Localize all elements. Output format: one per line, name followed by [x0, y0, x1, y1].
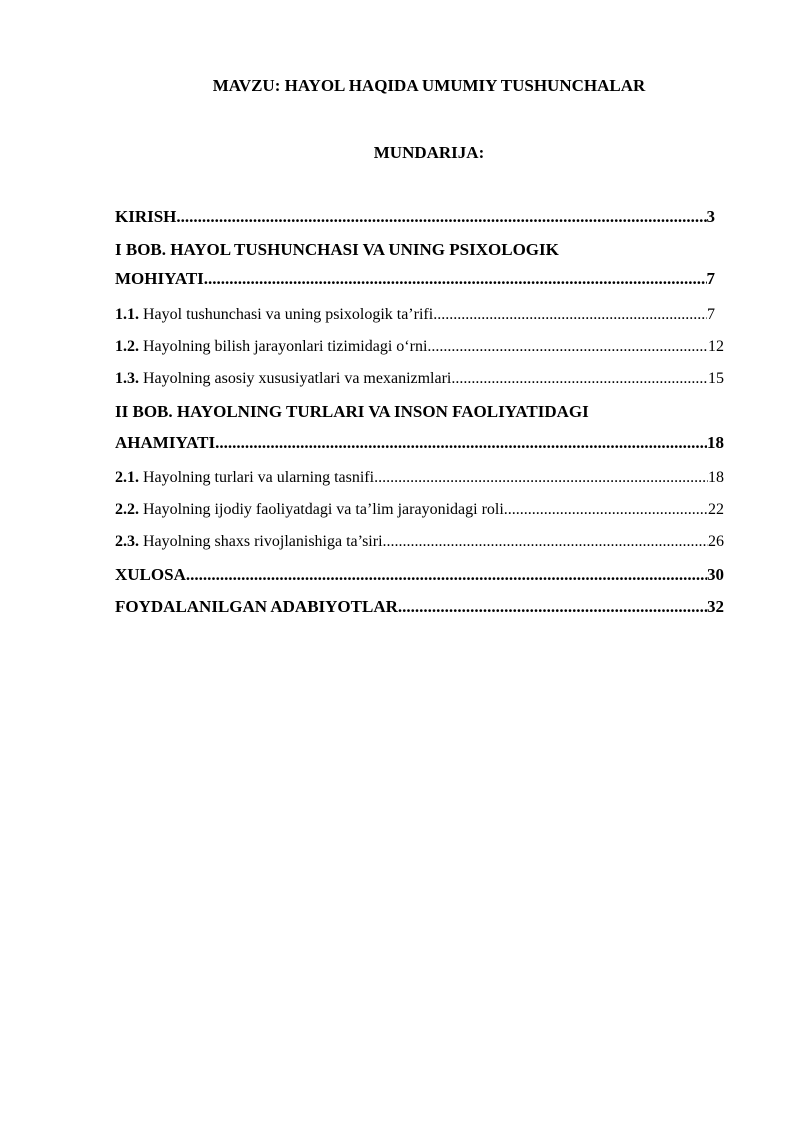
toc-section-number: 1.1. — [115, 306, 139, 323]
dot-leader — [398, 595, 707, 619]
toc-entry-chapter2[interactable] — [115, 431, 724, 455]
toc-entry-text: MOHIYATI — [115, 269, 204, 288]
toc-entry-text: FOYDALANILGAN ADABIYOTLAR — [115, 597, 398, 616]
dot-leader — [383, 530, 708, 554]
dot-leader — [215, 431, 707, 455]
dot-leader — [204, 267, 707, 291]
toc-page-number: 26 — [708, 533, 724, 550]
toc-entry-text: Hayolning ijodiy faoliyatdagi va ta’lim jarayonidagi roli — [143, 501, 504, 518]
toc-entry-references[interactable] — [115, 595, 724, 619]
toc-page-number: 32 — [707, 597, 724, 616]
toc-entry-text: XULOSA — [115, 565, 186, 584]
dot-leader — [433, 303, 707, 327]
toc-entry-1-1[interactable] — [115, 303, 715, 327]
toc-entry-1-3[interactable] — [115, 367, 724, 391]
toc-entry-text: KIRISH — [115, 207, 177, 226]
toc-heading: MUNDARIJA: — [373, 143, 485, 162]
toc-section-number: 2.2. — [115, 501, 139, 518]
toc-section-number: 1.2. — [115, 338, 139, 355]
toc-section-number: 2.1. — [115, 469, 139, 486]
dot-leader — [176, 205, 706, 229]
dot-leader — [504, 498, 708, 522]
toc-entry-text: Hayolning asosiy xususiyatlari va mexanizmlari — [143, 370, 452, 387]
toc-entry-2-1[interactable] — [115, 466, 724, 490]
toc-section-number: 1.3. — [115, 370, 139, 387]
toc-page-number: 22 — [708, 501, 724, 518]
toc-chapter2-title[interactable]: II BOB. HAYOLNING TURLARI VA INSON FAOLIYATIDAGI — [115, 402, 589, 421]
toc-page-number: 30 — [707, 565, 724, 584]
dot-leader — [186, 563, 707, 587]
toc-entry-text: Hayolning shaxs rivojlanishiga ta’siri — [143, 533, 383, 550]
toc-section-number: 2.3. — [115, 533, 139, 550]
toc-entry-text: Hayolning bilish jarayonlari tizimidagi o‘rni — [143, 338, 428, 355]
toc-page-number: 12 — [708, 338, 724, 355]
toc-entry-2-2[interactable] — [115, 498, 724, 522]
toc-entry-2-3[interactable] — [115, 530, 724, 554]
dot-leader — [451, 367, 708, 391]
toc-entry-chapter1[interactable] — [115, 267, 715, 291]
dot-leader — [374, 466, 708, 490]
toc-entry-conclusion[interactable] — [115, 563, 724, 587]
toc-page-number: 18 — [707, 433, 724, 452]
toc-page-number: 7 — [707, 306, 715, 323]
dot-leader — [427, 335, 708, 359]
page-title: MAVZU: HAYOL HAQIDA UMUMIY TUSHUNCHALAR — [212, 76, 646, 95]
toc-page-number: 15 — [708, 370, 724, 387]
toc-entry-1-2[interactable] — [115, 335, 724, 359]
toc-page-number: 7 — [706, 269, 715, 288]
toc-page-number: 3 — [706, 207, 715, 226]
toc-entry-text: Hayol tushunchasi va uning psixologik ta’rifi — [143, 306, 434, 323]
toc-entry-text: AHAMIYATI — [115, 433, 216, 452]
toc-entry-text: Hayolning turlari va ularning tasnifi — [143, 469, 375, 486]
toc-entry-intro[interactable] — [115, 205, 715, 229]
toc-page-number: 18 — [708, 469, 724, 486]
toc-chapter1-title[interactable]: I BOB. HAYOL TUSHUNCHASI VA UNING PSIXOLOGIK — [115, 240, 559, 259]
